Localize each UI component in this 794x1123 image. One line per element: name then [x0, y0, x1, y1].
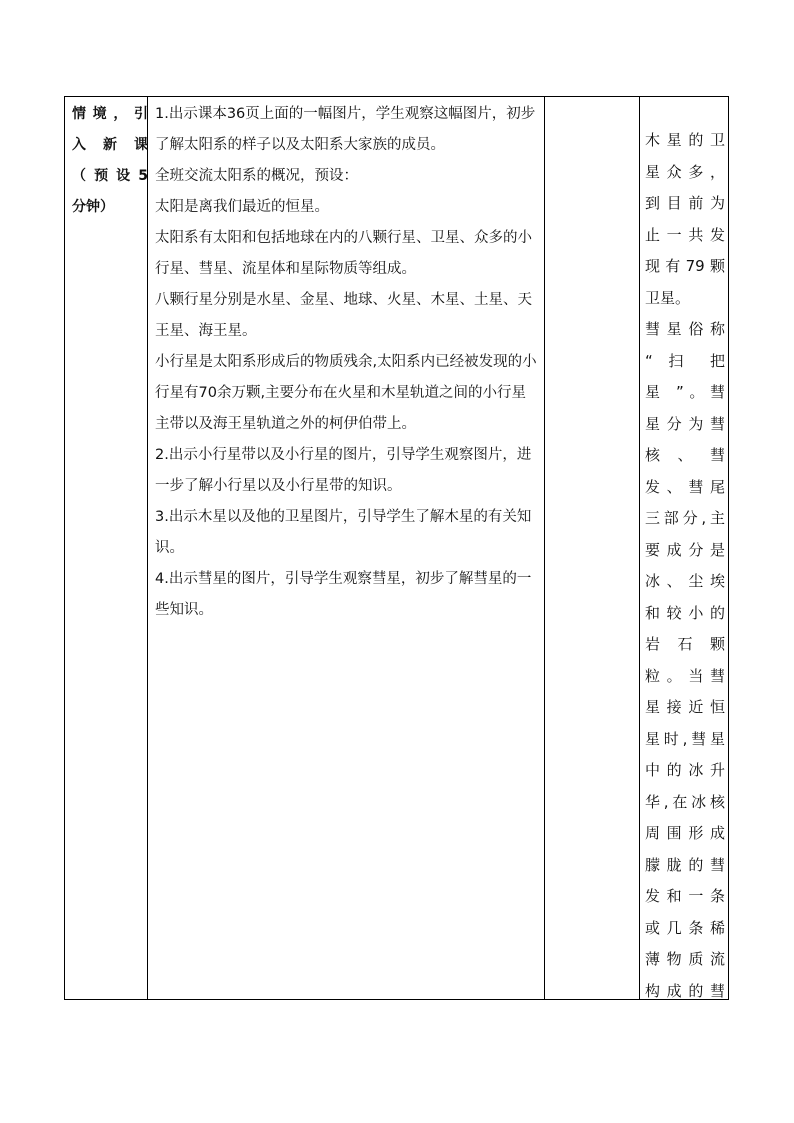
- column-divider: [544, 97, 545, 999]
- stage-cell: [72, 99, 148, 223]
- note-line: 朦胧的彗: [645, 855, 725, 874]
- note-line: 岩 石 颗: [645, 635, 725, 653]
- note-line: 星接近恒: [645, 698, 725, 716]
- activity-paragraph: 小行星是太阳系形成后的物质残余,太阳系内已经被发现的小行星有70余万颗,主要分布在火星和木星轨道之间的小行星主带以及海王星轨道之外的柯伊伯带上。: [155, 354, 537, 432]
- activity-paragraph: 1.出示课本36页上面的一幅图片，学生观察这幅图片，初步了解太阳系的样子以及太阳系大家族的成员。: [155, 106, 536, 153]
- activity-paragraph: 太阳是离我们最近的恒星。: [155, 199, 329, 215]
- activity-paragraph: 全班交流太阳系的概况，预设：: [155, 168, 358, 184]
- activities-cell: [155, 99, 537, 626]
- note-line: 构成的彗: [645, 981, 725, 1000]
- note-line: 薄物质流: [645, 950, 725, 968]
- lesson-plan-table: [64, 96, 729, 1000]
- column-divider: [147, 97, 148, 999]
- activity-paragraph: 4.出示彗星的图片，引导学生观察彗星，初步了解彗星的一些知识。: [155, 571, 532, 618]
- note-line: 彗星俗称: [645, 320, 725, 338]
- note-line: “ 扫 把: [645, 351, 725, 370]
- note-line: 现有79颗: [645, 257, 725, 275]
- note-line: 木星的卫: [645, 131, 725, 149]
- note-line: 周围形成: [645, 824, 725, 842]
- stage-line: 情境，引: [72, 106, 148, 122]
- note-line: 粒。当彗: [645, 666, 725, 685]
- note-line: 冰、尘埃: [645, 572, 725, 590]
- activity-paragraph: 八颗行星分别是水星、金星、地球、火星、木星、土星、天王星、海王星。: [155, 292, 532, 339]
- stage-line: 分钟）: [72, 199, 114, 215]
- note-line: 止一共发: [645, 225, 725, 244]
- column-divider: [639, 97, 640, 999]
- stage-line: （预设5: [72, 168, 148, 184]
- note-line: 要成分是: [645, 540, 725, 559]
- note-line: 三部分,主: [645, 509, 725, 527]
- note-line: 或几条稀: [645, 918, 725, 937]
- note-line: 核 、 彗: [645, 446, 725, 464]
- note-line: 星众多，: [645, 162, 725, 181]
- activity-paragraph: 2.出示小行星带以及小行星的图片，引导学生观察图片，进一步了解小行星以及小行星带的知识。: [155, 447, 532, 494]
- notes-cell: [645, 125, 725, 1007]
- note-line: 到目前为: [645, 194, 725, 212]
- note-line: 卫星。: [645, 288, 691, 307]
- note-line: 星 ”。彗: [645, 383, 725, 401]
- note-line: 和较小的: [645, 603, 725, 622]
- note-line: 发、彗尾: [645, 477, 725, 496]
- stage-line: 入 新 课: [72, 137, 148, 153]
- note-line: 发和一条: [645, 887, 725, 905]
- note-line: 华,在冰核: [645, 792, 725, 811]
- activity-paragraph: 太阳系有太阳和包括地球在内的八颗行星、卫星、众多的小行星、彗星、流星体和星际物质等组成。: [155, 230, 532, 277]
- activity-paragraph: 3.出示木星以及他的卫星图片，引导学生了解木星的有关知识。: [155, 509, 532, 556]
- note-line: 星时,彗星: [645, 729, 725, 748]
- note-line: 中的冰升: [645, 761, 725, 779]
- note-line: 星分为彗: [645, 414, 725, 433]
